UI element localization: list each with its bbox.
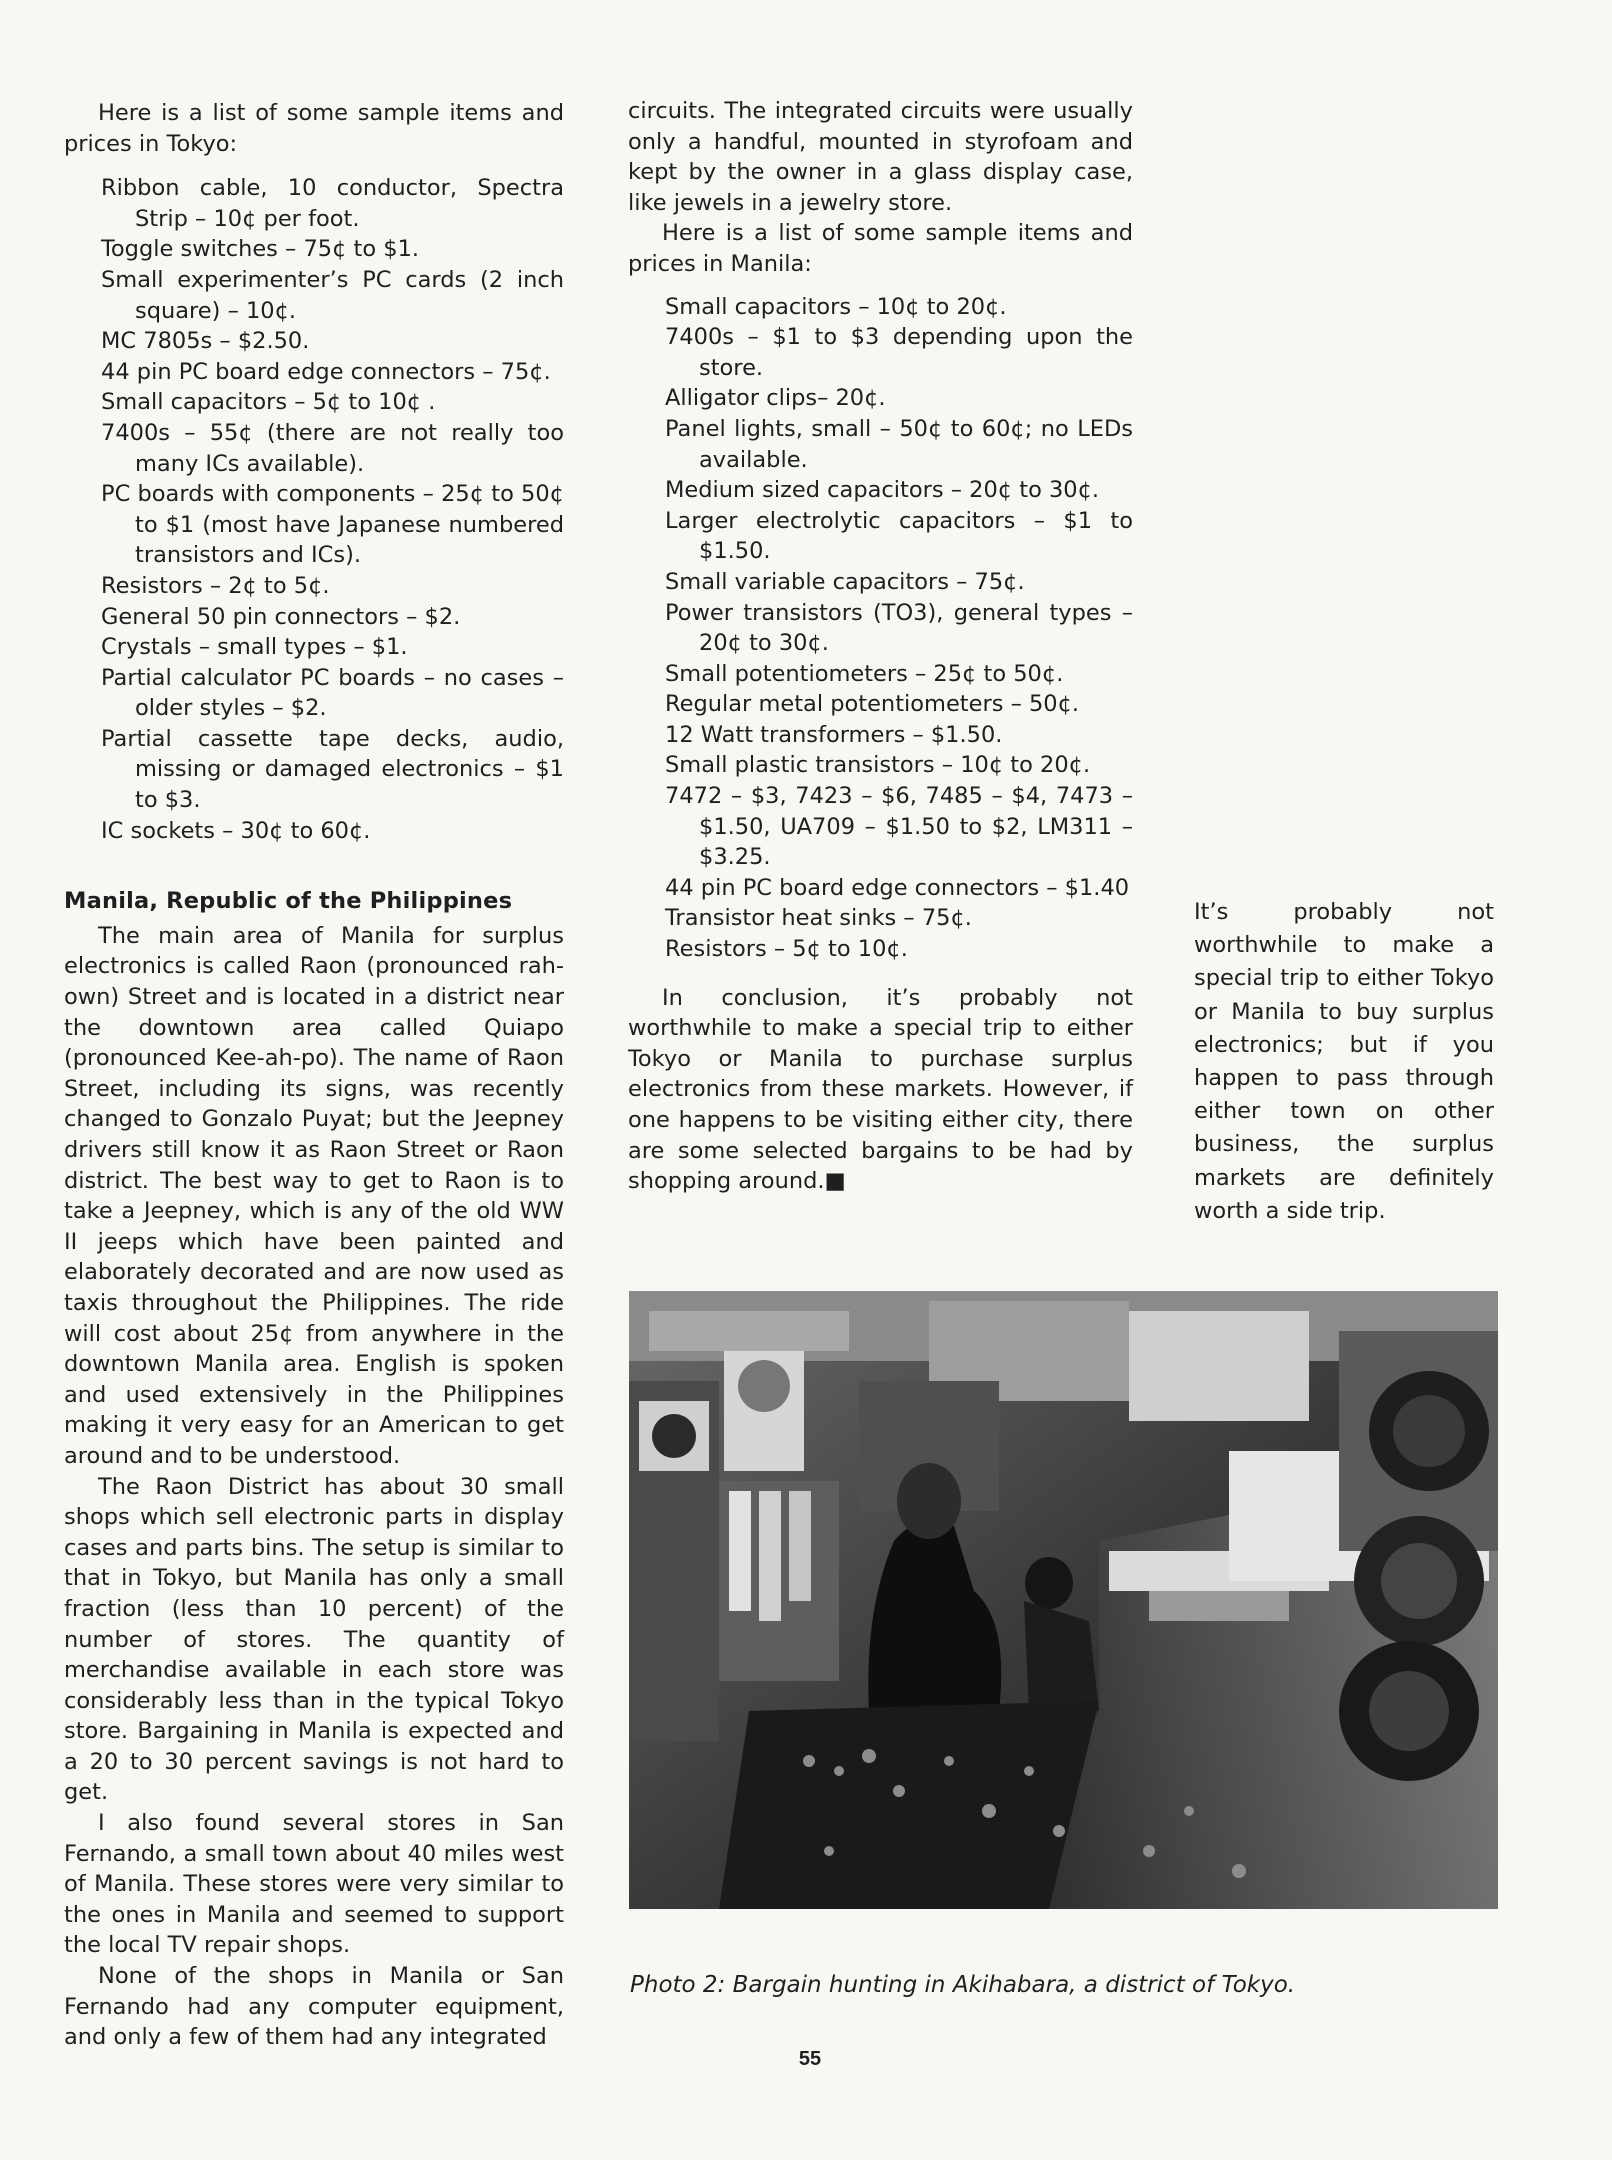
- list-item: Small plastic transistors – 10¢ to 20¢.: [665, 752, 1091, 779]
- photo-caption: Photo 2: Bargain hunting in Akihabara, a district of Tokyo.: [630, 1972, 1296, 1998]
- list-item: 7472 – $3, 7423 – $6, 7485 – $4, 7473 – $1.50, UA709 – $1.50 to $2, LM311 – $3.25.: [665, 783, 1133, 871]
- list-item: Ribbon cable, 10 conductor, Spectra Strip – 10¢ per foot.: [101, 175, 564, 232]
- pull-quote: [1194, 896, 1494, 1228]
- list-item: 44 pin PC board edge connectors – 75¢.: [101, 358, 551, 385]
- list-item: PC boards with components – 25¢ to 50¢ to $1 (most have Japanese numbered transistors and ICs).: [101, 481, 564, 569]
- list-item: Medium sized capacitors – 20¢ to 30¢.: [665, 477, 1100, 504]
- list-item: Partial calculator PC boards – no cases – older styles – $2.: [101, 664, 564, 722]
- tokyo-price-list: [64, 173, 564, 846]
- list-item: Toggle switches – 75¢ to $1.: [101, 236, 420, 263]
- list-item: IC sockets – 30¢ to 60¢.: [101, 817, 371, 844]
- list-item: 7400s – 55¢ (there are not really too many ICs available).: [101, 419, 564, 477]
- photo-illustration: [629, 1291, 1498, 1909]
- list-item: Alligator clips– 20¢.: [665, 385, 886, 412]
- page-number: 55: [798, 2048, 822, 2070]
- pull-quote-text: It’s probably not worthwhile to make a special trip to either Tokyo or Manila to buy surplus electronics; but if you happen to pass through either town on other business, the surplus markets are definitely worth a side trip.: [1194, 899, 1494, 1224]
- conclusion-paragraph: In conclusion, it’s probably not worthwhile to make a special trip to either Tokyo or Manila to purchase surplus electronics from these markets. However, if one happens to be visiting either city, there are some selected bargains to be had by shopping around.■: [628, 984, 1133, 1195]
- list-item: MC 7805s – $2.50.: [101, 328, 310, 355]
- list-item: 12 Watt transformers – $1.50.: [665, 721, 1003, 748]
- list-item: Small capacitors – 10¢ to 20¢.: [665, 293, 1007, 320]
- manila-list-intro: Here is a list of some sample items and prices in Manila:: [628, 220, 1133, 277]
- tokyo-list-intro: Here is a list of some sample items and prices in Tokyo:: [64, 100, 564, 157]
- list-item: Resistors – 2¢ to 5¢.: [101, 572, 330, 599]
- manila-price-list: [628, 292, 1133, 965]
- list-item: Transistor heat sinks – 75¢.: [665, 905, 972, 932]
- photo-akihabara-shop: [629, 1291, 1498, 1909]
- list-item: Small potentiometers – 25¢ to 50¢.: [665, 660, 1064, 687]
- list-item: Small experimenter’s PC cards (2 inch square) – 10¢.: [101, 266, 564, 324]
- list-item: Panel lights, small – 50¢ to 60¢; no LEDs available.: [665, 415, 1133, 473]
- left-column: [64, 98, 564, 2053]
- continued-paragraph: circuits. The integrated circuits were usually only a handful, mounted in styrofoam and kept by the owner in a glass display case, like jewels in a jewelry store.: [628, 98, 1133, 216]
- list-item: Small capacitors – 5¢ to 10¢ .: [101, 389, 436, 416]
- list-item: 44 pin PC board edge connectors – $1.40: [665, 874, 1130, 901]
- section-heading: Manila, Republic of the Philippines: [64, 888, 513, 915]
- list-item: Regular metal potentiometers – 50¢.: [665, 691, 1080, 718]
- middle-column: [628, 96, 1133, 1197]
- body-paragraph: I also found several stores in San Fernando, a small town about 40 miles west of Manila. These stores were very similar to the ones in Manila and seemed to support the local TV repair shops.: [64, 1810, 564, 1959]
- body-paragraph: The Raon District has about 30 small shops which sell electronic parts in display cases and parts bins. The setup is similar to that in Tokyo, but Manila has only a small fraction (less than 10 percent) of the number of stores. The quantity of merchandise available in each store was considerably less than in the typical Tokyo store. Bargaining in Manila is expected and a 20 to 30 percent savings is not hard to get.: [64, 1473, 564, 1806]
- list-item: General 50 pin connectors – $2.: [101, 603, 461, 630]
- list-item: Crystals – small types – $1.: [101, 634, 408, 661]
- list-item: Small variable capacitors – 75¢.: [665, 568, 1025, 595]
- list-item: Partial cassette tape decks, audio, missing or damaged electronics – $1 to $3.: [101, 725, 564, 814]
- list-item: 7400s – $1 to $3 depending upon the store.: [665, 324, 1133, 381]
- body-paragraph: None of the shops in Manila or San Fernando had any computer equipment, and only a few of them had any integrated: [64, 1963, 564, 2051]
- list-item: Resistors – 5¢ to 10¢.: [665, 936, 908, 963]
- list-item: Power transistors (TO3), general types – 20¢ to 30¢.: [665, 599, 1133, 657]
- body-paragraph: The main area of Manila for surplus electronics is called Raon (pronounced rah-own) Street and is located in a district near the downtown area called Quiapo (pronounced Kee-ah-po). The name of Raon Street, including its signs, was recently changed to Gonzalo Puyat; but the Jeepney drivers still know it as Raon Street or Raon district. The best way to get to Raon is to take a Jeepney, which is any of the old WW II jeeps which have been painted and elaborately decorated and are now used as taxis throughout the Philippines. The ride will cost about 25¢ from anywhere in the downtown Manila area. English is spoken and used extensively in the Philippines making it very easy for an American to get around and to be understood.: [64, 922, 564, 1469]
- list-item: Larger electrolytic capacitors – $1 to $1.50.: [665, 507, 1133, 565]
